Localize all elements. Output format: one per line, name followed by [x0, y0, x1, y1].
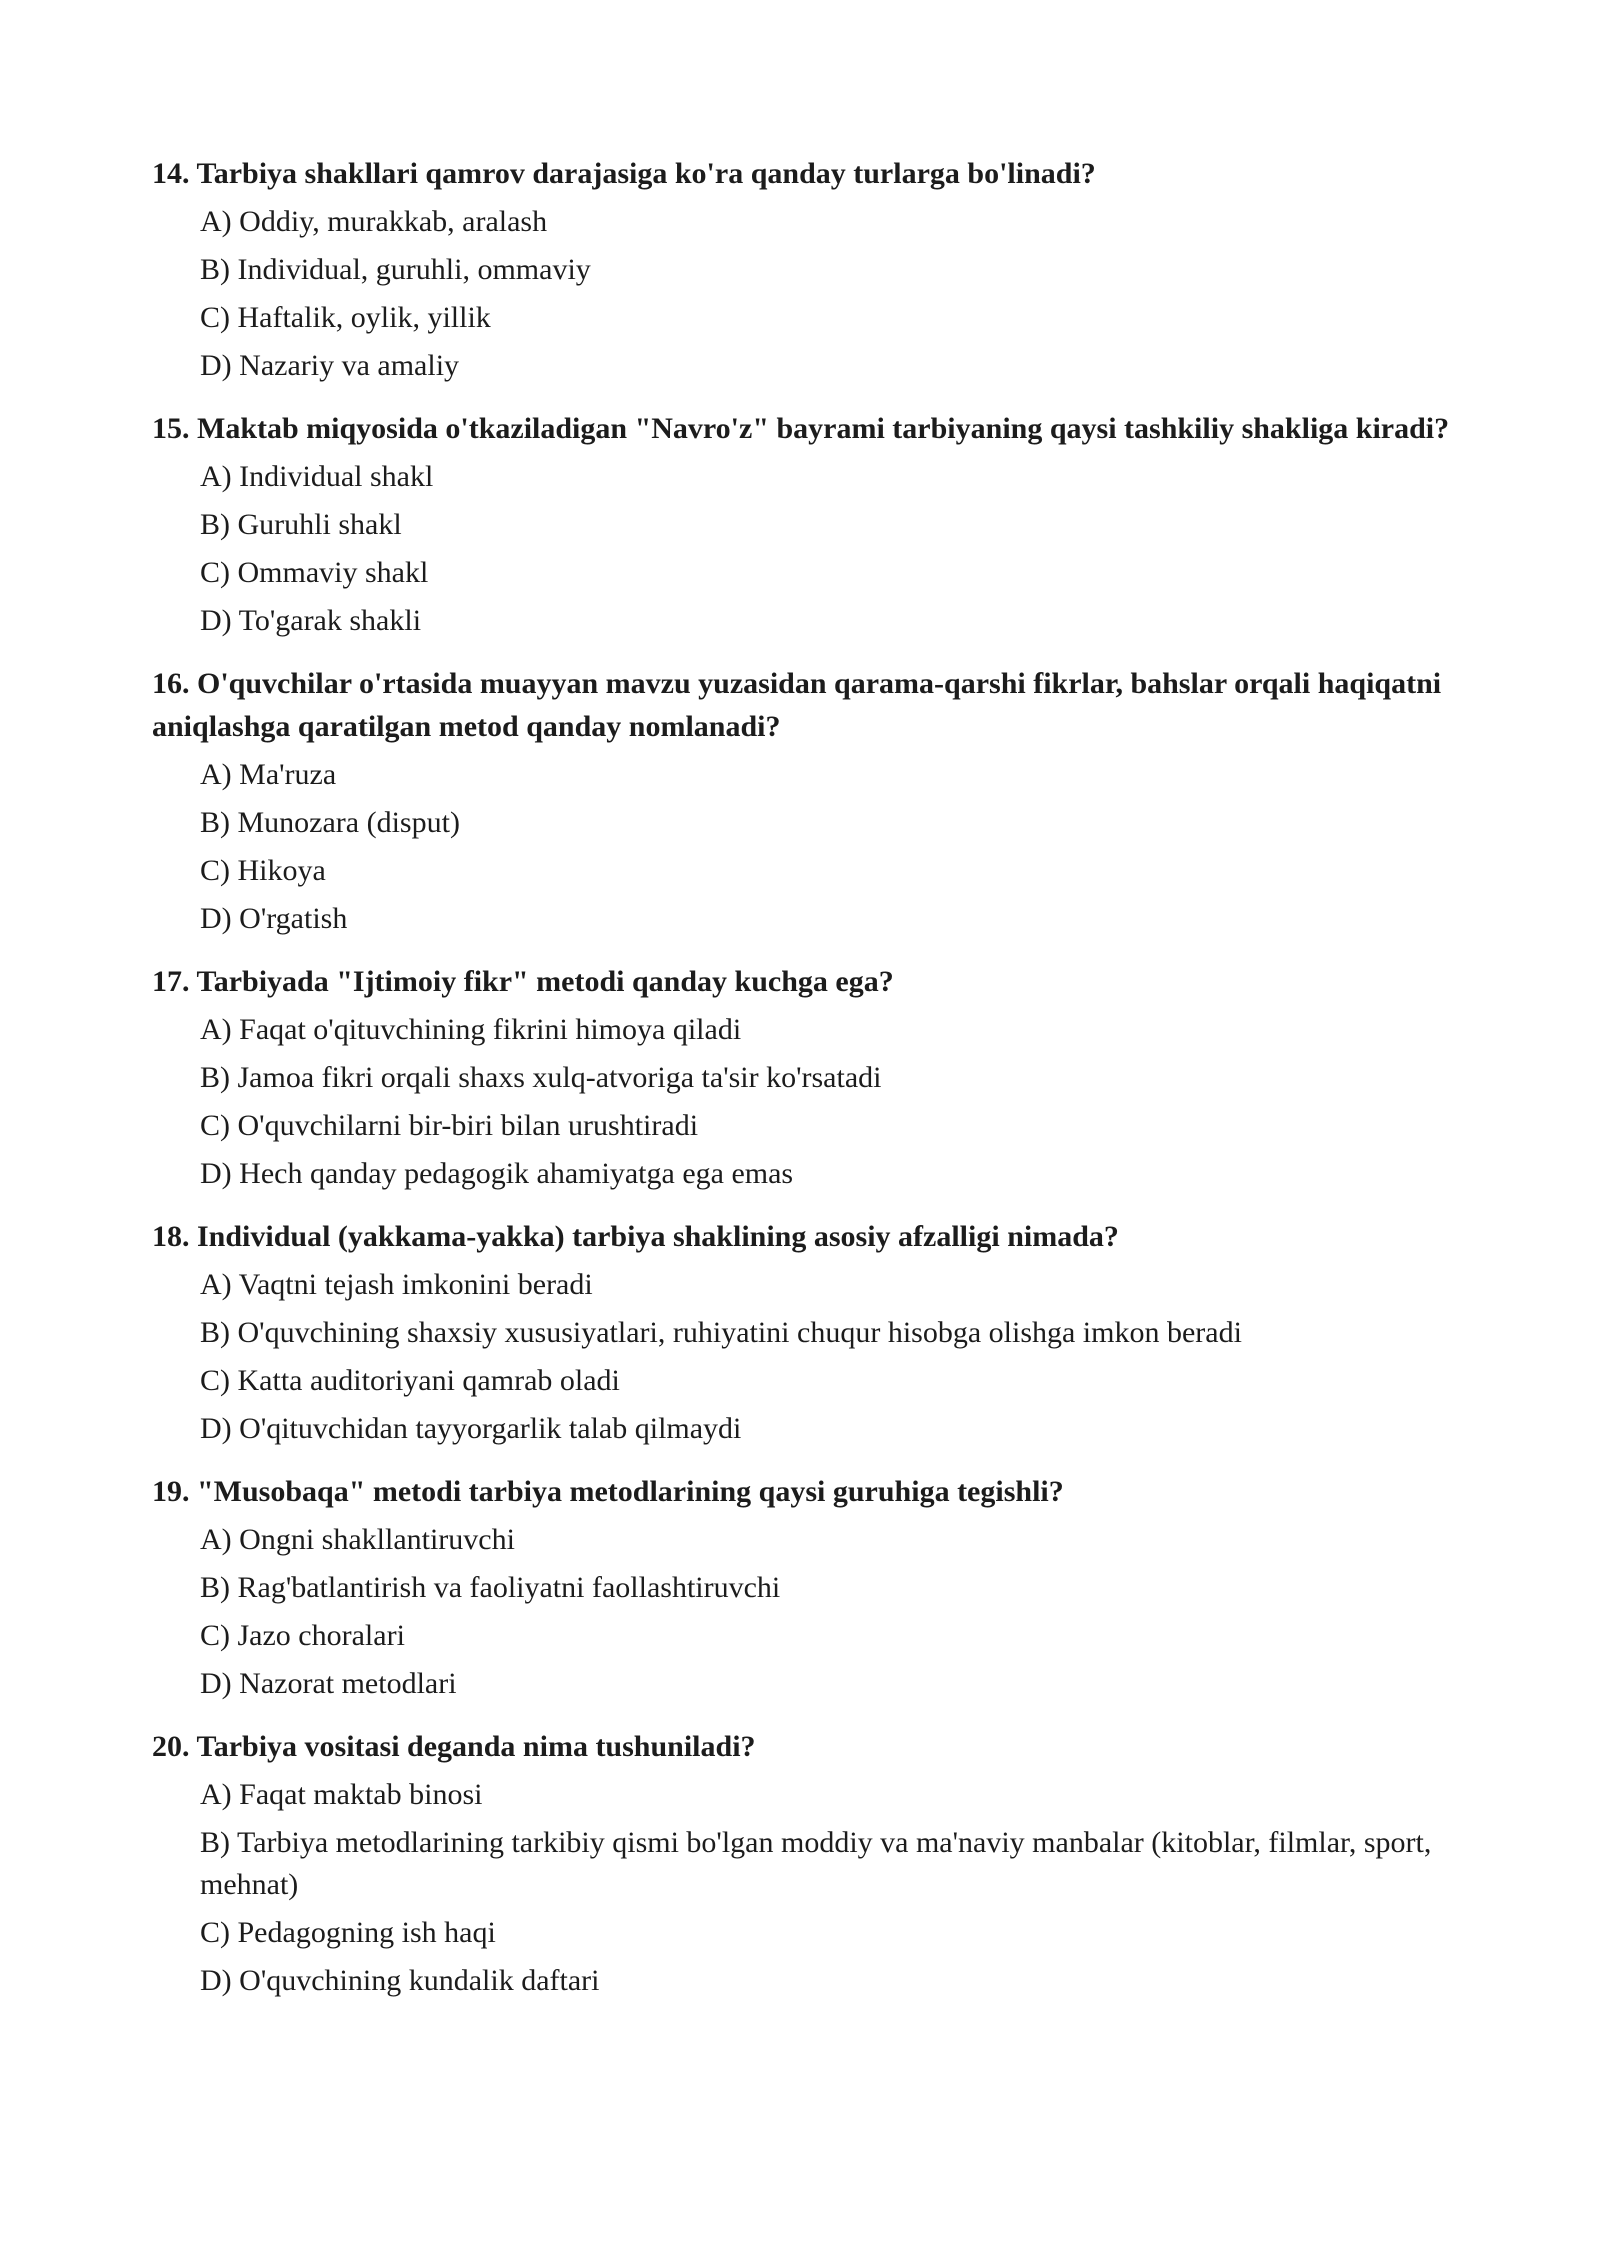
answer-option-c: C) O'quvchilarni bir-biri bilan urushtiradi	[200, 1109, 699, 1142]
question-16	[152, 662, 1472, 940]
answer-option-a: A) Ongni shakllantiruvchi	[200, 1523, 515, 1556]
answer-option-b: B) Munozara (disput)	[200, 806, 460, 839]
answer-option-d: D) O'rgatish	[200, 902, 348, 935]
answer-option-a: A) Oddiy, murakkab, aralash	[200, 205, 548, 238]
question-18	[152, 1215, 1472, 1450]
answer-option-a: A) Individual shakl	[200, 460, 434, 493]
answer-options	[152, 201, 1472, 387]
answer-option-c: C) Katta auditoriyani qamrab oladi	[200, 1364, 620, 1397]
answer-option-c: C) Ommaviy shakl	[200, 556, 429, 589]
answer-option-b: B) Rag'batlantirish va faoliyatni faollashtiruvchi	[200, 1571, 781, 1604]
answer-option-b: B) Jamoa fikri orqali shaxs xulq-atvoriga ta'sir ko'rsatadi	[200, 1061, 882, 1094]
question-title: 19. "Musobaqa" metodi tarbiya metodlarining qaysi guruhiga tegishli?	[152, 1475, 1064, 1508]
question-19	[152, 1470, 1472, 1705]
answer-option-b: B) Individual, guruhli, ommaviy	[200, 253, 591, 286]
answer-option-d: D) Nazorat metodlari	[200, 1667, 457, 1700]
answer-option-d: D) O'qituvchidan tayyorgarlik talab qilmaydi	[200, 1412, 742, 1445]
answer-option-c: C) Hikoya	[200, 854, 326, 887]
answer-option-c: C) Jazo choralari	[200, 1619, 405, 1652]
answer-option-b: B) O'quvchining shaxsiy xususiyatlari, ruhiyatini chuqur hisobga olishga imkon beradi	[200, 1316, 1242, 1349]
answer-options	[152, 1009, 1472, 1195]
question-title: 15. Maktab miqyosida o'tkaziladigan "Navro'z" bayrami tarbiyaning qaysi tashkiliy shakliga kiradi?	[152, 412, 1450, 445]
answer-option-a: A) Faqat maktab binosi	[200, 1778, 483, 1811]
answer-options	[152, 1519, 1472, 1705]
question-15	[152, 407, 1472, 642]
answer-option-c: C) Pedagogning ish haqi	[200, 1916, 496, 1949]
answer-option-a: A) Ma'ruza	[200, 758, 337, 791]
question-title: 17. Tarbiyada "Ijtimoiy fikr" metodi qanday kuchga ega?	[152, 965, 894, 998]
question-title: 20. Tarbiya vositasi deganda nima tushuniladi?	[152, 1730, 756, 1763]
answer-option-d: D) Nazariy va amaliy	[200, 349, 460, 382]
answer-options	[152, 456, 1472, 642]
answer-option-a: A) Faqat o'qituvchining fikrini himoya qiladi	[200, 1013, 742, 1046]
answer-option-d: D) Hech qanday pedagogik ahamiyatga ega emas	[200, 1157, 794, 1190]
question-title: 16. O'quvchilar o'rtasida muayyan mavzu yuzasidan qarama-qarshi fikrlar, bahslar orqali haqiqatni aniqlashga qaratilgan metod qanday nomlanadi?	[152, 667, 1442, 743]
answer-option-d: D) O'quvchining kundalik daftari	[200, 1964, 600, 1997]
answer-option-d: D) To'garak shakli	[200, 604, 422, 637]
question-14	[152, 152, 1472, 387]
question-20	[152, 1725, 1472, 2002]
answer-options	[152, 1264, 1472, 1450]
answer-option-a: A) Vaqtni tejash imkonini beradi	[200, 1268, 593, 1301]
question-title: 18. Individual (yakkama-yakka) tarbiya shaklining asosiy afzalligi nimada?	[152, 1220, 1119, 1253]
question-17	[152, 960, 1472, 1195]
answer-options	[152, 754, 1472, 940]
question-title: 14. Tarbiya shakllari qamrov darajasiga ko'ra qanday turlarga bo'linadi?	[152, 157, 1096, 190]
answer-options	[152, 1774, 1472, 2002]
document-page	[152, 152, 1472, 2002]
answer-option-b: B) Guruhli shakl	[200, 508, 402, 541]
answer-option-c: C) Haftalik, oylik, yillik	[200, 301, 491, 334]
answer-option-b: B) Tarbiya metodlarining tarkibiy qismi bo'lgan moddiy va ma'naviy manbalar (kitoblar, filmlar, sport, mehnat)	[200, 1826, 1432, 1901]
